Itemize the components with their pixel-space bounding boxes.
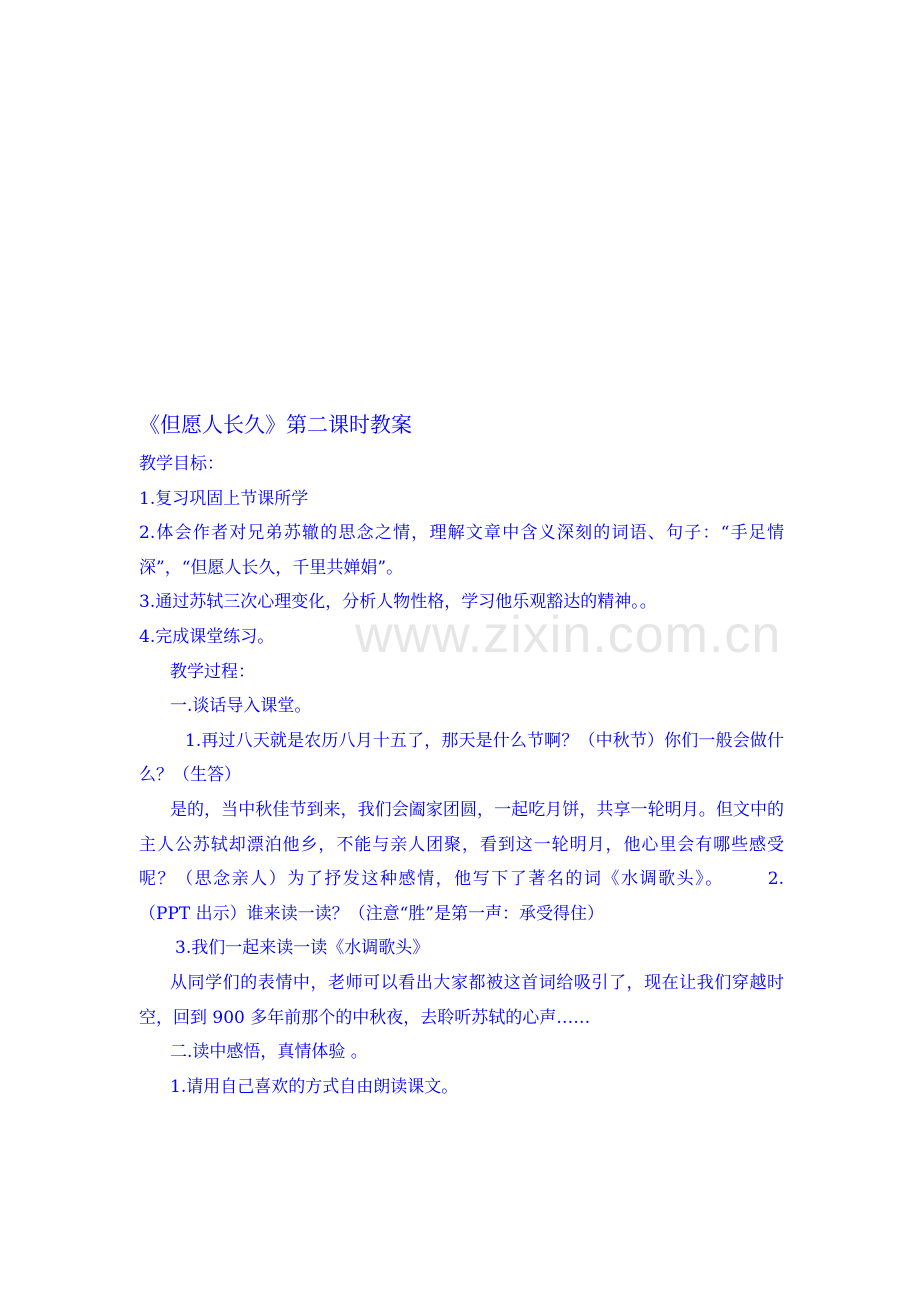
document-title: 《但愿人长久》第二课时教案 (139, 413, 412, 437)
section-heading: 一.谈话导入课堂。 (170, 696, 312, 717)
objective-item: 1.复习巩固上节课所学 (139, 488, 309, 509)
section-paragraph-text: 是的，当中秋佳节到来，我们会阖家团圆，一起吃月饼，共享一轮明月。但文中的主人公苏轼却漂泊他乡，不能与亲人团聚，看到这一轮明月，他心里会有哪些感受呢？（思念亲人）为了抒发这种感情，他写下了著名的词《水调歌头》。 (139, 799, 784, 890)
document-body (139, 405, 784, 1104)
objective-item: 3.通过苏轼三次心理变化，分析人物性格，学习他乐观豁达的精神。。 (139, 592, 657, 613)
section-paragraph: 从同学们的表情中，老师可以看出大家都被这首词给吸引了，现在让我们穿越时空，回到 900 多年前那个的中秋夜，去聆听苏轼的心声…… (139, 972, 784, 1028)
section-heading: 二.读中感悟，真情体验 。 (170, 1042, 368, 1063)
objectives-heading: 教学目标： (139, 454, 224, 474)
section-item: 3.我们一起来读一读《水调歌头》 (175, 938, 430, 959)
section-item: 1.请用自己喜欢的方式自由朗读课文。 (170, 1076, 459, 1097)
watermark: www.zixin.com.cn (355, 606, 782, 664)
section-item: 1.再过八天就是农历八月十五了，那天是什么节啊？（中秋节）你们一般会做什么？（生答） (139, 730, 784, 786)
objective-item: 2.体会作者对兄弟苏辙的思念之情，理解文章中含义深刻的词语、句子：“手足情深”，“但愿人长久，千里共婵娟”。 (139, 523, 784, 578)
objective-item: 4.完成课堂练习。 (139, 626, 275, 647)
section-paragraph (139, 793, 784, 931)
process-heading: 教学过程： (170, 661, 255, 682)
section-item: 2.（PPT 出示）谁来读一读？（注意“胜”是第一声：承受得住） (139, 869, 784, 924)
